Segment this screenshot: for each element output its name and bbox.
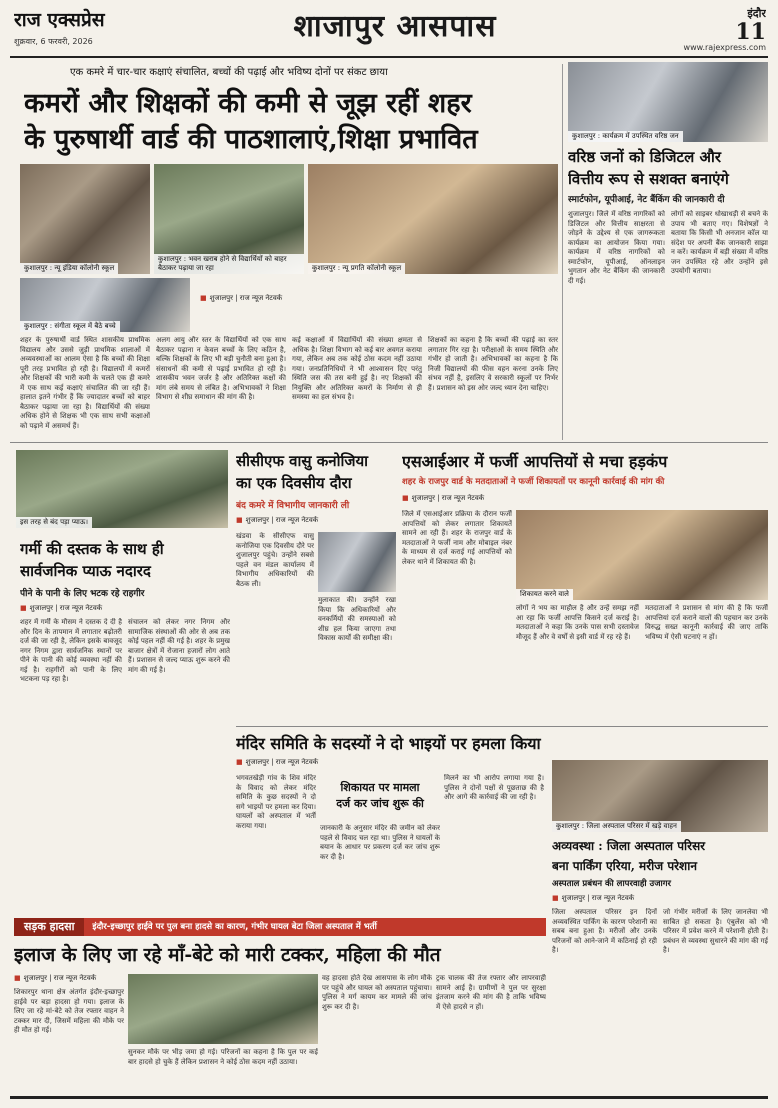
sir-body-2 [516,604,768,722]
heat-col-1: शहर में गर्मी के मौसम ने दस्तक दे दी है और दिन के तापमान में लगातार बढ़ोतरी दर्ज की जा रही है, लेकिन इसके बावजूद नगर निगम द्वारा सार्वजनिक स्थानों पर पीने के पानी की कोई व्यवस्था नहीं की गई है। राहगीरों को पानी के लिए भटकना पड़ रहा है। [20,618,122,683]
hospital-byline-text: शुजालपुर | राज न्यूज नेटवर्क [561,894,635,902]
heat-photo [16,450,228,528]
hospital-photo [552,760,768,832]
lead-col-1: शहर के पुरुषार्थी वार्ड स्थित शासकीय प्राथमिक विद्यालय और उससे जुड़ी प्राथमिक शालाओं में अव्यवस्थाओं का आलम ऐसा है कि बच्चों की शिक्षा पूरी तरह प्रभावित हो रही है। विद्यालयों में कमरों और शिक्षकों की भारी कमी के चलते एक ही कमरे में एक साथ कई कक्षाएं संचालित की जा रही हैं। हालात इतने गंभीर हैं कि ज्यादातर बच्चों को बाहर बैठाकर पढ़ाया जा रहा है। विद्यार्थियों की संख्या अधिक होने से शिक्षक भी एक साथ सभी कक्षाओं को पढ़ाने में असमर्थ हैं। [20,336,150,430]
digital-headline-2: वित्तीय रूप से सशक्त बनाएंगे [568,170,729,188]
sir-photo-caption: शिकायत करने वाले [516,589,573,600]
sir-col-2: लोगों ने भय का माहौल है और उन्हें समझ नहीं आ रहा कि फर्जी आपत्ति किसने दर्ज कराई है। मतदाताओं ने कहा कि उनके पास सभी दस्तावेज मौजूद हैं और वे वर्षों से इसी वार्ड में रह रहे हैं। [516,604,639,641]
heat-headline-2: सार्वजनिक प्याऊ नदारद [20,562,151,580]
temple-byline-text: शुजालपुर | राज न्यूज नेटवर्क [245,758,319,766]
edition-city: इंदौर [747,7,766,20]
temple-col-1: भगवतखेड़ी गांव के शिव मंदिर के विवाद को लेकर मंदिर समिति के कुछ सदस्यों ने दो सगे भाइयों पर हमला कर दिया। घायलों को अस्पताल में भर्ती कराया गया। [236,774,316,830]
sir-body-1 [402,510,512,722]
heat-subhead: पीने के पानी के लिए भटक रहे राहगीर [20,589,145,599]
lead-col-2: अलग आयु और स्तर के विद्यार्थियों को एक साथ बैठाकर पढ़ाना न केवल बच्चों के लिए कठिन है, बल्कि शिक्षकों के लिए भी बड़ी चुनौती बना हुआ है। संसाधनों की कमी से पढ़ाई प्रभावित हो रही है। शासकीय भवन जर्जर है और अतिरिक्त कक्षों की मांग लंबे समय से लंबित है। अभिभावकों ने शिक्षा विभाग से शीघ्र समाधान की मांग की है। [156,336,286,401]
lead-headline-2: के पुरुषार्थी वार्ड की पाठशालाएं,शिक्षा प्रभावित [24,124,478,155]
lead-photo-3-caption: कुशालपुर : न्यू प्रगति कॉलोनी स्कूल [308,263,405,274]
temple-col-2: जानकारी के अनुसार मंदिर की जमीन को लेकर पहले से विवाद चल रहा था। पुलिस ने घायलों के बयान के आधार पर प्रकरण दर्ज कर जांच शुरू कर दी है। [320,824,440,861]
digital-subhead: स्मार्टफोन, यूपीआई, नेट बैंकिंग की जानकारी दी [568,195,725,205]
digital-body [568,210,768,438]
ccf-byline: ■ शुजालपुर | राज न्यूज नेटवर्क [236,516,319,524]
heat-byline-text: शुजालपुर | राज न्यूज नेटवर्क [29,604,103,612]
accident-col-3: ट्रक चालक की तेज रफ्तार और लापरवाही सामने आई है। ग्रामीणों ने पुल पर सुरक्षा इंतजाम करने की मांग की है ताकि भविष्य में ऐसे हादसे न हों। [436,974,546,1011]
accident-banner [14,918,546,936]
lead-photo-4 [20,278,190,332]
masthead-rule [10,56,768,58]
lead-byline: ■ शुजालपुर | राज न्यूज नेटवर्क [200,294,283,302]
lead-photo-2 [154,164,304,274]
lead-col-4: शिक्षकों का कहना है कि बच्चों की पढ़ाई का स्तर लगातार गिर रहा है। परीक्षाओं के समय स्थिति और गंभीर हो जाती है। अभिभावकों का कहना है कि निजी विद्यालयों की फीस वहन करना उनके लिए संभव नहीं है, इसलिए वे सरकारी स्कूलों पर निर्भर हैं। प्रशासन को इस ओर जल्द ध्यान देना चाहिए। [428,336,558,392]
temple-body-1 [236,774,316,914]
ccf-col-2: मुलाकात की। उन्होंने रखा किया कि अधिकारियों और वनकर्मियों की समस्याओं को शीघ्र हल किया जाएगा तथा विकास कार्यों की समीक्षा की। [318,596,396,642]
lead-body [20,336,558,436]
paper-date: शुक्रवार, 6 फरवरी, 2026 [14,37,93,46]
accident-kicker: इंदौर-इच्छापुर हाईवे पर पुल बना हादसे का कारण, गंभीर घायल बेटा जिला अस्पताल में भर्ती [92,922,377,932]
temple-subhead-2: दर्ज कर जांच शुरू की [336,797,424,810]
hospital-subhead: अस्पताल प्रबंधन की लापरवाही उजागर [552,879,671,889]
paper-name: राज एक्सप्रेस [14,9,105,31]
temple-subhead-box [320,780,440,820]
ccf-headline-1: सीसीएफ वासु कनोजिया [236,452,369,470]
digital-photo [568,62,768,142]
lead-byline-text: शुजालपुर | राज न्यूज नेटवर्क [209,294,283,302]
accident-col-4: सुनकर मौके पर भीड़ जमा हो गई। परिजनों का कहना है कि पुल पर कई बार हादसे हो चुके हैं लेकिन प्रशासन ने कोई ठोस कदम नहीं उठाया। [128,1048,318,1066]
hospital-col-2: जो गंभीर मरीजों के लिए जानलेवा भी साबित हो सकता है। एंबुलेंस को भी परिसर में प्रवेश करने में परेशानी होती है। प्रबंधन से व्यवस्था सुधारने की मांग की गई है। [663,908,768,954]
digital-col-2: लोगों को साइबर धोखाधड़ी से बचने के उपाय भी बताए गए। विशेषज्ञों ने बताया कि किसी भी अनजान कॉल या संदेश पर अपनी बैंक जानकारी साझा न करें। कार्यक्रम में बड़ी संख्या में वरिष्ठ जन उपस्थित रहे और उन्होंने इसे उपयोगी बताया। [671,210,768,275]
website: www.rajexpress.com [683,43,766,52]
lead-photo-3 [308,164,558,274]
accident-photo [128,974,318,1044]
section-title: शाजापुर आसपास [293,9,497,44]
page-number: 11 [735,19,766,45]
section-rule-1 [10,442,768,443]
accident-col-2: वह हादसा होते देख आसपास के लोग मौके पर पहुंचे और घायल को अस्पताल पहुंचाया। पुलिस ने मर्ग कायम कर मामले की जांच शुरू कर दी है। [322,974,432,1011]
lead-photo-2-caption: कुशालपुर : भवन खराब होने से विद्यार्थियों को बाहर बैठाकर पढ़ाया जा रहा [154,254,304,274]
hospital-body [552,908,768,1088]
temple-headline: मंदिर समिति के सदस्यों ने दो भाइयों पर हमला किया [236,734,541,753]
sir-byline-text: शुजालपुर | राज न्यूज नेटवर्क [411,494,485,502]
column-divider [562,64,563,440]
page-footer-rule [10,1096,768,1099]
accident-body-4 [436,974,546,1088]
masthead-left [14,6,244,58]
ccf-byline-text: शुजालपुर | राज न्यूज नेटवर्क [245,516,319,524]
heat-body [20,618,230,798]
ccf-body-2 [318,596,396,722]
hospital-headline-1: अव्यवस्था : जिला अस्पताल परिसर [552,839,706,853]
accident-col-1: शिकारपुर थाना क्षेत्र अंतर्गत इंदौर-इच्छापुर हाईवे पर बड़ा हादसा हो गया। इलाज के लिए जा रहे मां-बेटे को तेज रफ्तार वाहन ने टक्कर मार दी, जिसमें महिला की मौके पर ही मौत हो गई। [14,988,124,1034]
digital-photo-caption: कुशालपुर : कार्यक्रम में उपस्थित वरिष्ठ जन [568,131,683,142]
lead-kicker: एक कमरे में चार-चार कक्षाएं संचालित, बच्चों की पढ़ाई और भविष्य दोनों पर संकट छाया [70,67,388,78]
ccf-col-1: खंडवा के सीसीएफ वासु कनोजिया एक दिवसीय दौरे पर शुजालपुर पहुंचे। उन्होंने सबसे पहले वन मंडल कार्यालय में विभागीय अधिकारियों की बैठक ली। [236,532,314,588]
accident-tag: सड़क हादसा [14,918,84,936]
ccf-headline-2: का एक दिवसीय दौरा [236,474,352,492]
heat-col-2: संचालन को लेकर नगर निगम और सामाजिक संस्थाओं की ओर से अब तक कोई पहल नहीं की गई है। शहर के प्रमुख बाजार क्षेत्रों में रोजाना हजारों लोग आते हैं। प्रशासन से जल्द प्याऊ शुरू करने की मांग की गई है। [128,618,230,674]
sir-col-1: जिले में एसआईआर प्रक्रिया के दौरान फर्जी आपत्तियों को लेकर लगातार शिकायतें सामने आ रही हैं। शहर के राजपुर वार्ड के मतदाताओं ने फर्जी नाम और मोबाइल नंबर के माध्यम से दर्ज कराई गई आपत्तियों को लेकर थाने में शिकायत की है। [402,510,512,566]
heat-byline: ■ शुजालपुर | राज न्यूज नेटवर्क [20,604,103,612]
temple-byline: ■ शुजालपुर | राज न्यूज नेटवर्क [236,758,319,766]
hospital-byline: ■ शुजालपुर | राज न्यूज नेटवर्क [552,894,635,902]
heat-headline-1: गर्मी की दस्तक के साथ ही [20,540,164,558]
hospital-col-1: जिला अस्पताल परिसर इन दिनों अव्यवस्थित पार्किंग के कारण परेशानी का सबब बना हुआ है। मरीजों और उनके परिजनों को आने-जाने में कठिनाई हो रही है। [552,908,657,954]
masthead-right [600,6,766,58]
temple-body-2 [320,824,440,914]
temple-col-3: मिलने का भी आरोप लगाया गया है। पुलिस ने दोनों पक्षों से पूछताछ की है और आगे की कार्रवाई की जा रही है। [444,774,544,801]
lead-photo-1 [20,164,150,274]
sir-subhead: शहर के राजपुर वार्ड के मतदाताओं ने फर्जी शिकायतों पर कानूनी कार्रवाई की मांग की [402,477,665,487]
sir-headline: एसआईआर में फर्जी आपत्तियों से मचा हड़कंप [402,452,668,471]
temple-subhead-1: शिकायत पर मामला [340,781,420,794]
digital-headline-1: वरिष्ठ जनों को डिजिटल और [568,148,721,166]
accident-body-2 [128,1048,318,1088]
accident-byline-text: शुजालपुर | राज न्यूज नेटवर्क [23,974,97,982]
lead-headline-1: कमरों और शिक्षकों की कमी से जूझ रहीं शहर [24,88,472,119]
lead-photo-1-caption: कुशालपुर : न्यू इंडिया कॉलोनी स्कूल [20,263,118,274]
masthead-center [250,4,540,48]
heat-photo-caption: इस तरह से बंद पड़ा प्याऊ। [16,517,92,528]
hospital-headline-2: बना पार्किंग एरिया, मरीज परेशान [552,859,697,873]
temple-body-3 [444,774,544,914]
lead-photo-4-caption: कुशालपुर : संगीता स्कूल में बैठे बच्चे [20,321,120,332]
section-rule-2 [236,726,768,727]
accident-body-3 [322,974,432,1088]
sir-photo [516,510,768,600]
ccf-photo [318,532,396,592]
digital-col-1: शुजालपुर। जिले में वरिष्ठ नागरिकों को डिजिटल और वित्तीय साक्षरता से जोड़ने के उद्देश्य से एक जागरूकता कार्यक्रम का आयोजन किया गया। कार्यक्रम में वरिष्ठ नागरिकों को स्मार्टफोन, यूपीआई, ऑनलाइन भुगतान और नेट बैंकिंग की जानकारी दी गई। [568,210,665,285]
accident-headline: इलाज के लिए जा रहे माँ-बेटे को मारी टक्कर, महिला की मौत [14,944,441,966]
lead-col-3: कई कक्षाओं में विद्यार्थियों की संख्या क्षमता से अधिक है। शिक्षा विभाग को कई बार अवगत कराया गया, लेकिन अब तक कोई ठोस कदम नहीं उठाया गया। जनप्रतिनिधियों ने भी आश्वासन दिए परंतु स्थिति जस की तस बनी हुई है। नए शिक्षकों की नियुक्ति और अतिरिक्त कमरों के निर्माण से ही समस्या का हल संभव है। [292,336,422,401]
accident-byline: ■ शुजालपुर | राज न्यूज नेटवर्क [14,974,97,982]
hospital-photo-caption: कुशालपुर : जिला अस्पताल परिसर में खड़े वाहन [552,821,681,832]
ccf-body-1 [236,532,314,722]
ccf-subhead: बंद कमरे में विभागीय जानकारी ली [236,501,350,511]
sir-col-3: मतदाताओं ने प्रशासन से मांग की है कि फर्जी आपत्तियां दर्ज कराने वालों की पहचान कर उनके विरुद्ध सख्त कानूनी कार्रवाई की जाए ताकि भविष्य में ऐसी घटनाएं न हों। [645,604,768,641]
accident-body-1 [14,988,124,1088]
sir-byline: ■ शुजालपुर | राज न्यूज नेटवर्क [402,494,485,502]
